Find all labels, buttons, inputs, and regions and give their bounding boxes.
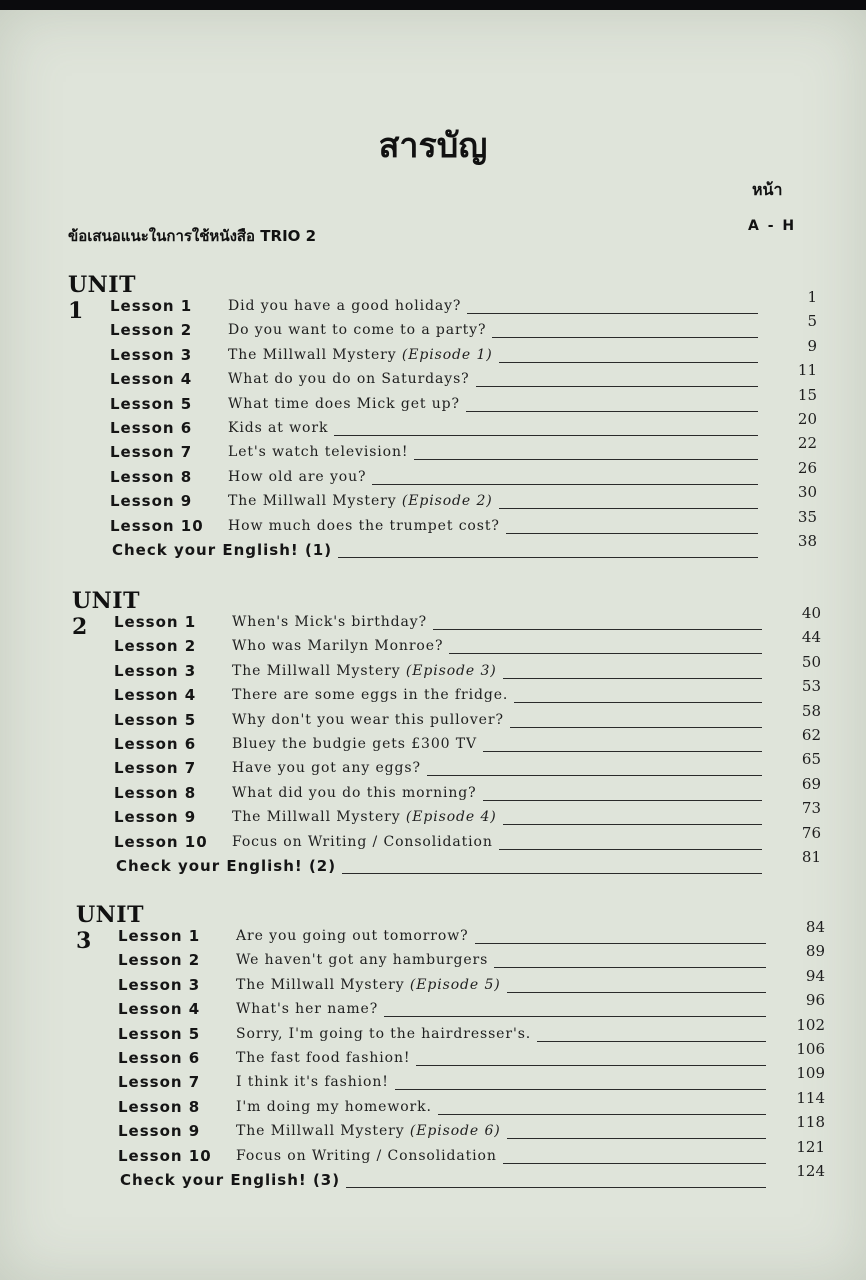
dotted-leader <box>384 1016 766 1017</box>
lesson-title-text: Who was Marilyn Monroe? <box>232 638 444 655</box>
book-page <box>0 10 866 1280</box>
toc-row <box>76 1040 836 1070</box>
lesson-title <box>228 371 474 387</box>
lesson-label: Lesson 8 <box>118 1097 201 1116</box>
page-number: 81 <box>801 848 821 866</box>
dotted-leader <box>507 992 766 993</box>
lesson-title-text: When's Mick's birthday? <box>232 614 428 630</box>
lesson-title <box>228 396 464 412</box>
page-number: 35 <box>797 507 817 526</box>
dotted-leader <box>503 678 762 679</box>
lesson-label: Lesson 4 <box>110 370 193 389</box>
page-title: สารบัญ <box>378 126 488 166</box>
page-number: 15 <box>797 385 817 404</box>
page-number: 96 <box>805 991 825 1010</box>
lesson-title <box>232 712 508 728</box>
lesson-title <box>228 469 370 485</box>
toc-row <box>76 942 836 972</box>
lesson-label: Lesson 6 <box>118 1049 201 1067</box>
dotted-leader <box>427 775 762 776</box>
lesson-title <box>228 493 497 509</box>
dotted-leader <box>503 824 762 825</box>
lesson-title <box>232 785 481 801</box>
dotted-leader <box>476 386 758 387</box>
lesson-label: Lesson 1 <box>118 927 201 945</box>
dotted-leader <box>537 1041 766 1042</box>
page-number: 114 <box>796 1088 825 1107</box>
page-number: 40 <box>801 604 821 622</box>
check-your-english-label: Check your English! (1) <box>112 541 336 559</box>
toc-row <box>68 312 828 342</box>
lesson-title <box>228 347 497 363</box>
page-number: 26 <box>797 458 817 477</box>
episode-label: (Episode 4) <box>405 809 497 826</box>
dotted-leader <box>414 459 758 460</box>
lesson-title <box>232 614 431 630</box>
dotted-leader <box>499 508 758 509</box>
page-number: 30 <box>797 483 817 502</box>
lesson-label: Lesson 5 <box>118 1024 201 1043</box>
dotted-leader <box>438 1114 766 1115</box>
lesson-label: Lesson 8 <box>114 783 197 802</box>
lesson-label: Lesson 10 <box>118 1146 212 1165</box>
toc-row <box>72 628 832 658</box>
toc-row <box>72 799 832 829</box>
page-number: 11 <box>797 361 817 380</box>
dotted-leader <box>506 533 758 534</box>
page-number: 109 <box>796 1064 825 1083</box>
dotted-leader <box>507 1138 766 1139</box>
lesson-title-text: What's her name? <box>236 1001 379 1018</box>
toc-row <box>76 966 836 997</box>
page-number: 1 <box>807 288 817 306</box>
page-number: 118 <box>796 1113 825 1132</box>
intro-page-range: A - H <box>748 218 797 234</box>
page-number: 121 <box>796 1137 825 1156</box>
lesson-title <box>236 1074 393 1090</box>
lesson-label: Lesson 5 <box>110 394 193 413</box>
lesson-title-text: Why don't you wear this pullover? <box>232 711 504 728</box>
dotted-leader <box>395 1089 766 1090</box>
page-number: 58 <box>801 701 821 720</box>
dotted-leader <box>416 1065 766 1066</box>
toc-row <box>76 1088 836 1119</box>
toc-row <box>72 701 832 732</box>
toc-row <box>72 677 832 707</box>
lesson-title-text: What do you do on Saturdays? <box>228 371 470 388</box>
lesson-label: Lesson 6 <box>114 735 197 753</box>
lesson-label: Lesson 1 <box>114 613 197 631</box>
toc-row <box>76 991 836 1021</box>
dotted-leader <box>342 873 762 874</box>
dotted-leader <box>475 943 766 944</box>
lesson-title-text: How old are you? <box>228 468 367 485</box>
lesson-title <box>236 1050 414 1066</box>
dotted-leader <box>346 1187 766 1188</box>
episode-label: (Episode 5) <box>409 976 501 993</box>
page-number: 124 <box>796 1162 825 1180</box>
lesson-title-text: I think it's fashion! <box>236 1074 389 1091</box>
page-number: 94 <box>805 966 825 985</box>
unit-heading: UNIT 2 <box>72 588 140 640</box>
toc-row <box>68 483 828 513</box>
lesson-title-text: The Millwall Mystery <box>236 1123 405 1140</box>
lesson-label: Lesson 9 <box>114 808 197 827</box>
lesson-label: Lesson 9 <box>110 492 193 511</box>
episode-label: (Episode 2) <box>401 493 493 510</box>
lesson-title <box>228 322 490 338</box>
toc-row <box>68 336 828 367</box>
check-row <box>72 848 832 878</box>
lesson-label: Lesson 8 <box>110 467 193 486</box>
episode-label: (Episode 1) <box>401 346 493 363</box>
toc-row <box>68 385 828 416</box>
lesson-label: Lesson 4 <box>118 1000 201 1019</box>
lesson-title-text: Bluey the budgie gets £300 TV <box>232 736 478 752</box>
page-number: 89 <box>805 942 825 961</box>
lesson-title <box>228 420 332 436</box>
page-number: 65 <box>801 750 821 769</box>
lesson-label: Lesson 2 <box>114 637 197 656</box>
lesson-title-text: Focus on Writing / Consolidation <box>236 1147 497 1164</box>
lesson-label: Lesson 3 <box>110 345 193 364</box>
toc-row <box>76 1015 836 1046</box>
dotted-leader <box>334 435 758 436</box>
toc-row <box>76 1137 836 1168</box>
episode-label: (Episode 6) <box>409 1123 501 1140</box>
lesson-title-text: Are you going out tomorrow? <box>236 928 469 944</box>
page-number: 50 <box>801 652 821 671</box>
lesson-title <box>236 952 492 968</box>
lesson-label: Lesson 7 <box>118 1073 201 1092</box>
lesson-label: Lesson 4 <box>114 686 197 705</box>
toc-row <box>68 410 828 440</box>
dotted-leader <box>466 411 758 412</box>
unit-heading: UNIT 3 <box>76 902 144 954</box>
dotted-leader <box>483 800 762 801</box>
lesson-label: Lesson 2 <box>118 951 201 970</box>
lesson-title-text: Kids at work <box>228 420 329 436</box>
toc-row <box>68 507 828 538</box>
toc-row <box>72 726 832 756</box>
lesson-label: Lesson 10 <box>114 832 208 851</box>
lesson-title <box>236 1148 501 1164</box>
lesson-title <box>232 809 501 825</box>
lesson-title-text: There are some eggs in the fridge. <box>232 687 509 704</box>
lesson-title-text: What time does Mick get up? <box>228 395 460 412</box>
lesson-title-text: Did you have a good holiday? <box>228 298 462 314</box>
lesson-title <box>236 1001 382 1017</box>
toc-row <box>68 434 828 464</box>
lesson-title-text: The Millwall Mystery <box>236 976 405 993</box>
lesson-title-text: How much does the trumpet cost? <box>228 517 500 534</box>
toc-row <box>68 361 828 391</box>
page-column-header: หน้า <box>752 180 783 199</box>
dotted-leader <box>433 629 762 630</box>
check-row <box>76 1162 836 1192</box>
page-number: 5 <box>807 312 817 331</box>
lesson-title-text: What did you do this morning? <box>232 784 477 801</box>
page-number: 69 <box>801 774 821 793</box>
lesson-label: Lesson 3 <box>118 975 201 994</box>
toc-row <box>76 1064 836 1094</box>
dotted-leader <box>449 653 762 654</box>
toc-row <box>72 750 832 780</box>
lesson-title-text: Let's watch television! <box>228 444 409 461</box>
page-number: 22 <box>797 434 817 453</box>
dotted-leader <box>499 362 758 363</box>
page-number: 84 <box>805 918 825 936</box>
lesson-title-text: Do you want to come to a party? <box>228 322 487 339</box>
dotted-leader <box>514 702 762 703</box>
check-your-english-label: Check your English! (3) <box>120 1171 344 1189</box>
dotted-leader <box>372 484 758 485</box>
lesson-label: Lesson 7 <box>110 443 193 462</box>
dotted-leader <box>492 337 758 338</box>
lesson-title-text: The Millwall Mystery <box>232 809 401 826</box>
page-number: 38 <box>797 532 817 550</box>
lesson-title-text: The Millwall Mystery <box>228 346 397 363</box>
page-number: 102 <box>796 1015 825 1034</box>
lesson-title-text: Have you got any eggs? <box>232 760 421 777</box>
lesson-label: Lesson 10 <box>110 516 204 535</box>
dotted-leader <box>338 557 758 558</box>
dotted-leader <box>510 727 762 728</box>
lesson-title <box>236 977 505 993</box>
lesson-title <box>228 518 504 534</box>
toc-row <box>76 1113 836 1143</box>
lesson-title <box>236 1026 535 1042</box>
toc-row <box>68 458 828 489</box>
lesson-title-text: The Millwall Mystery <box>228 493 397 510</box>
dotted-leader <box>503 1163 766 1164</box>
page-number: 73 <box>801 799 821 818</box>
lesson-title <box>232 834 497 850</box>
lesson-title-text: The fast food fashion! <box>236 1050 411 1066</box>
dotted-leader <box>494 967 766 968</box>
lesson-title <box>228 298 465 314</box>
dotted-leader <box>499 849 762 850</box>
lesson-title <box>236 1123 505 1139</box>
lesson-title <box>236 1099 436 1115</box>
lesson-title <box>228 444 412 460</box>
lesson-label: Lesson 7 <box>114 759 197 778</box>
lesson-label: Lesson 6 <box>110 419 193 437</box>
toc-row <box>72 652 832 683</box>
intro-label: ข้อเสนอแนะในการใช้หนังสือ TRIO 2 <box>68 227 317 245</box>
lesson-title-text: Focus on Writing / Consolidation <box>232 833 493 850</box>
lesson-title-text: I'm doing my homework. <box>236 1098 432 1115</box>
page-number: 44 <box>801 628 821 647</box>
check-row <box>68 532 828 562</box>
lesson-label: Lesson 9 <box>118 1122 201 1141</box>
toc-row <box>72 823 832 854</box>
page-number: 106 <box>796 1040 825 1058</box>
lesson-title <box>236 928 473 944</box>
unit-heading: UNIT 1 <box>68 272 136 324</box>
lesson-title <box>232 687 512 703</box>
page-number: 20 <box>797 410 817 428</box>
page-number: 62 <box>801 726 821 744</box>
lesson-title-text: The Millwall Mystery <box>232 662 401 679</box>
lesson-label: Lesson 2 <box>110 321 193 340</box>
lesson-label: Lesson 1 <box>110 297 193 315</box>
lesson-title <box>232 736 481 752</box>
dotted-leader <box>483 751 762 752</box>
lesson-label: Lesson 3 <box>114 661 197 680</box>
check-your-english-label: Check your English! (2) <box>116 857 340 875</box>
lesson-title-text: Sorry, I'm going to the hairdresser's. <box>236 1025 532 1042</box>
episode-label: (Episode 3) <box>405 662 497 679</box>
toc-row <box>72 774 832 805</box>
lesson-title <box>232 663 501 679</box>
intro-entry <box>68 218 808 248</box>
lesson-label: Lesson 5 <box>114 710 197 729</box>
page-number: 53 <box>801 677 821 696</box>
dotted-leader <box>467 313 758 314</box>
lesson-title-text: We haven't got any hamburgers <box>236 952 489 969</box>
lesson-title <box>232 760 425 776</box>
page-number: 76 <box>801 823 821 842</box>
page-number: 9 <box>807 336 817 355</box>
lesson-title <box>232 638 447 654</box>
